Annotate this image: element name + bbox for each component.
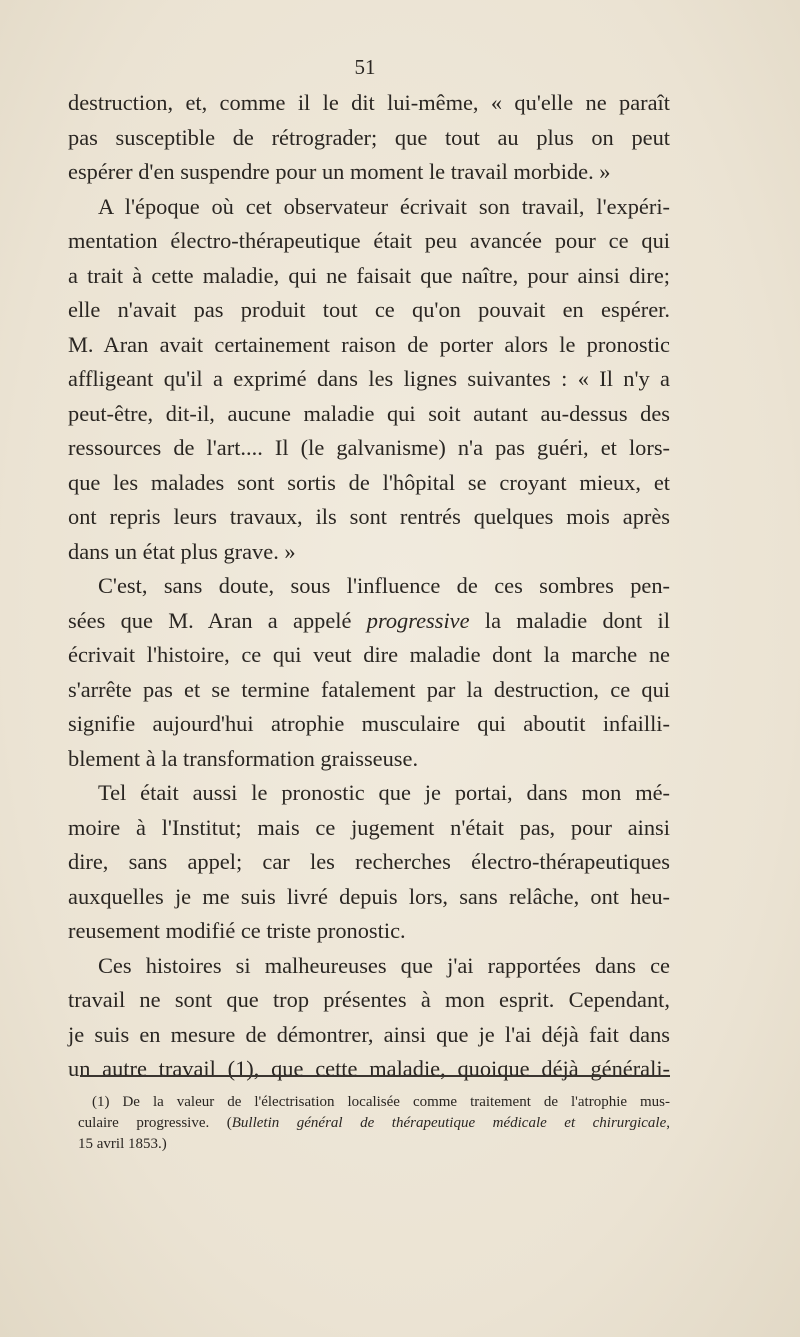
body-text (68, 86, 670, 1087)
page-number: 51 (354, 55, 376, 79)
text-line: C'est, sans doute, sous l'influence de ces sombres pen- (98, 573, 670, 598)
text-line: Ces histoires si malheureuses que j'ai rapportées dans ce (98, 952, 670, 978)
text-line: A l'époque où cet observateur écrivait son travail, l'expéri- (98, 193, 670, 219)
text-line: travail ne sont que trop présentes à mon esprit. Cependant, (68, 987, 670, 1012)
text-line: M. Aran avait certainement raison de porter alors le pronostic (68, 331, 670, 357)
footnote-segment: , (666, 1115, 670, 1131)
italic-term: progressive (366, 607, 470, 633)
footnote-line: 15 avril 1853.) (78, 1136, 167, 1152)
text-line: ont repris leurs travaux, ils sont rentrés quelques mois après (68, 504, 670, 529)
text-line: affligeant qu'il a exprimé dans les lignes suivantes : « Il n'y a (68, 366, 670, 391)
text-line: moire à l'Institut; mais ce jugement n'était pas, pour ainsi (68, 814, 670, 840)
text-line: Tel était aussi le pronostic que je portai, dans mon mé- (98, 780, 670, 805)
text-line: s'arrête pas et se termine fatalement par la destruction, ce qui (68, 676, 670, 702)
footnote-segment: culaire progressive. ( (78, 1115, 232, 1131)
text-line: signifie aujourd'hui atrophie musculaire qui aboutit infailli- (68, 711, 670, 736)
text-segment: sées que M. Aran a appelé (68, 607, 367, 633)
text-line (68, 604, 670, 639)
text-line: pas susceptible de rétrograder; que tout au plus on peut (68, 124, 670, 150)
text-line: destruction, et, comme il le dit lui-même, « qu'elle ne paraît (68, 90, 670, 115)
text-line: écrivait l'histoire, ce qui veut dire maladie dont la marche ne (68, 642, 670, 667)
text-line: auxquelles je me suis livré depuis lors, sans relâche, ont heu- (68, 883, 670, 909)
footnote-divider (80, 1075, 670, 1077)
text-line: mentation électro-thérapeutique était peu avancée pour ce qui (68, 228, 670, 253)
text-line: ressources de l'art.... Il (le galvanisme) n'a pas guéri, et lors- (68, 435, 670, 460)
text-line: blement à la transformation graisseuse. (68, 745, 419, 771)
text-line: elle n'avait pas produit tout ce qu'on pouvait en espérer. (68, 297, 670, 322)
text-segment: la maladie dont il (469, 607, 670, 633)
text-line: a trait à cette maladie, qui ne faisait que naître, pour ainsi dire; (68, 262, 670, 288)
footnote-line: (1) De la valeur de l'électrisation localisée comme traitement de l'atrophie mus- (92, 1094, 670, 1110)
text-line: reusement modifié ce triste pronostic. (68, 918, 406, 943)
text-line: dans un état plus grave. » (68, 538, 296, 564)
footnote (78, 1092, 670, 1155)
text-line: un autre travail (1), que cette maladie, quoique déjà générali- (68, 1056, 670, 1081)
text-line: que les malades sont sortis de l'hôpital se croyant mieux, et (68, 469, 670, 495)
footnote-journal-title: Bulletin général de thérapeutique médicale et chirurgicale (231, 1115, 667, 1131)
footnote-line (78, 1113, 670, 1134)
text-line: je suis en mesure de démontrer, ainsi que je l'ai déjà fait dans (68, 1021, 670, 1047)
text-line: peut-être, dit-il, aucune maladie qui soit autant au-dessus des (68, 400, 670, 426)
text-line: dire, sans appel; car les recherches électro-thérapeutiques (68, 849, 670, 874)
text-line: espérer d'en suspendre pour un moment le travail morbide. » (68, 159, 611, 184)
